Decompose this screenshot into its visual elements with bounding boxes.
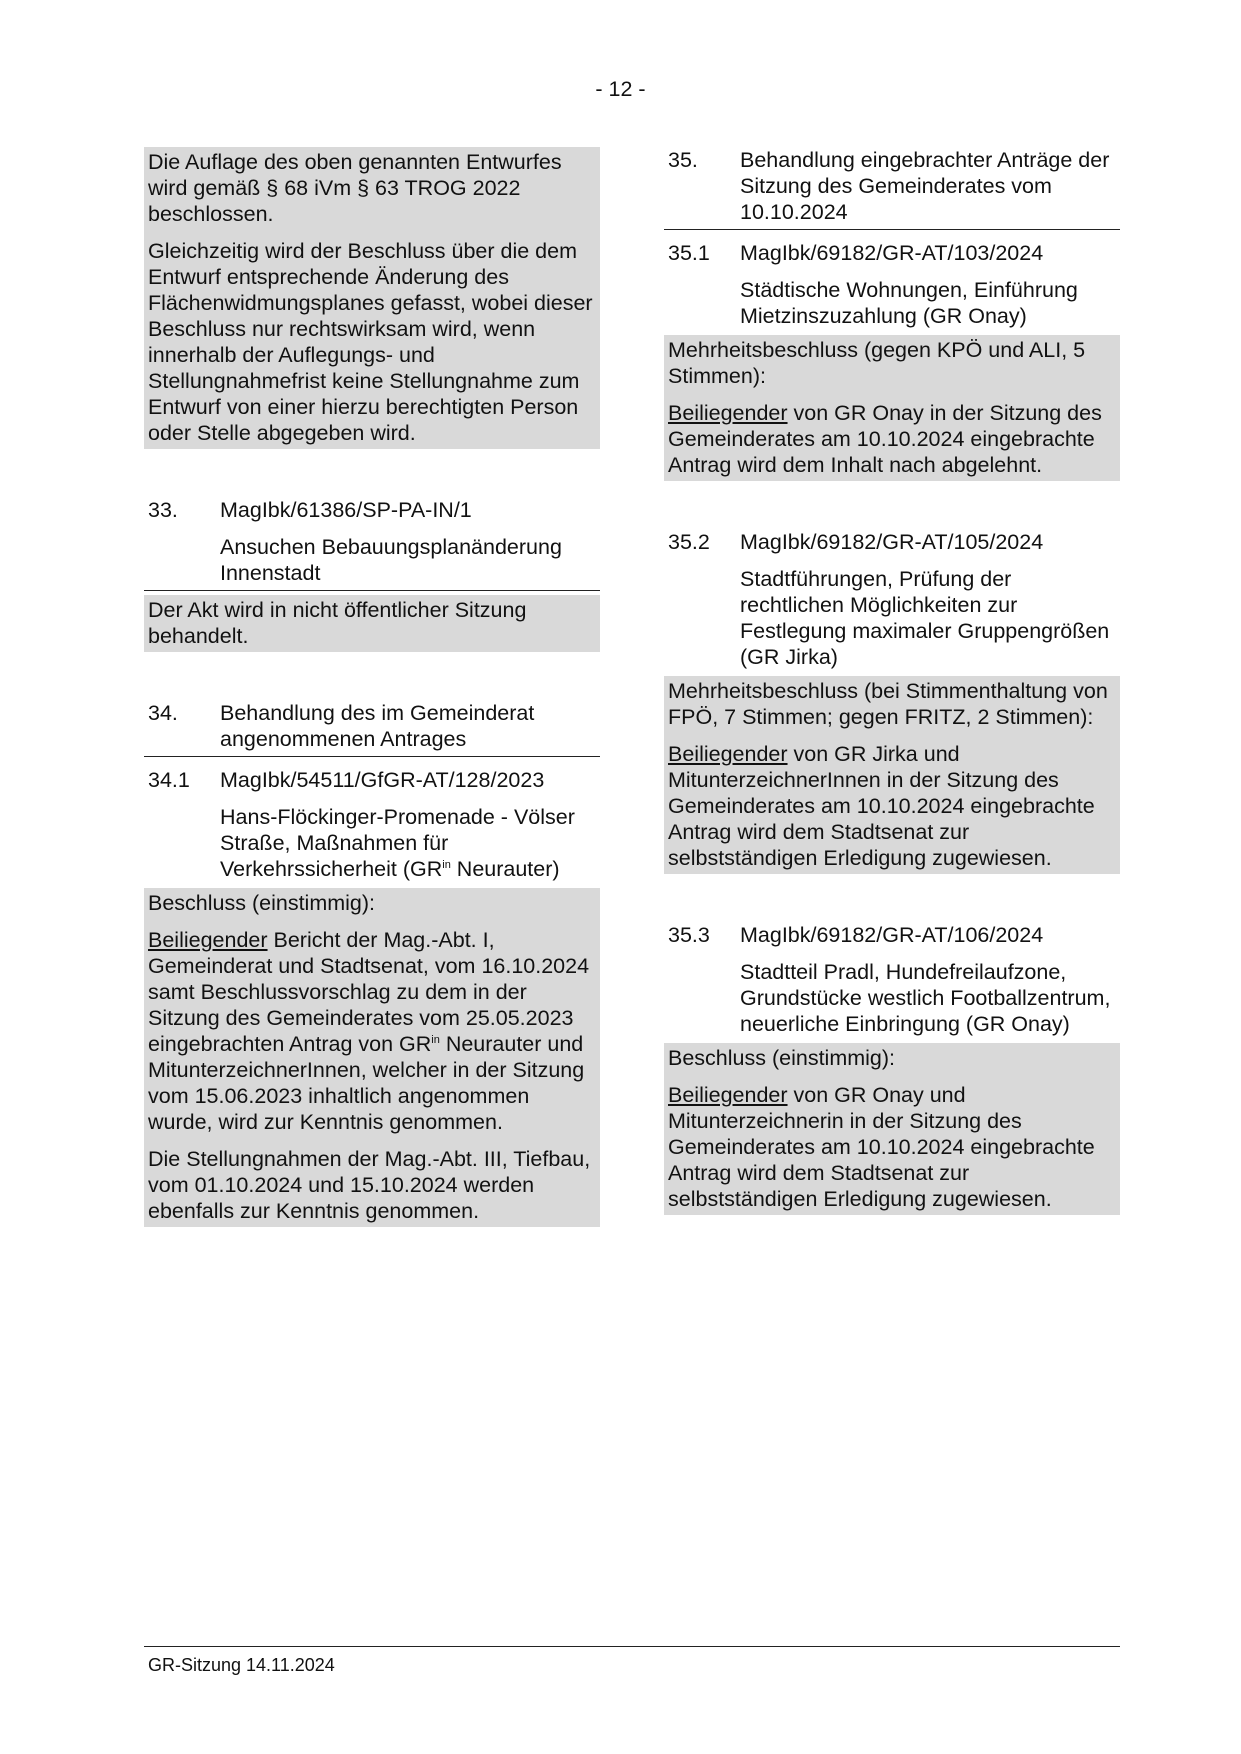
- agenda-item-34: [144, 700, 600, 757]
- decision-text: Beiliegender von GR Jirka und MitunterzeichnerInnen in der Sitzung des Gemeinderates am 10.10.2024 eingebrachte Antrag wird dem Stadtsenat zur selbstständigen Erledigung zugewiesen.: [668, 742, 1095, 870]
- decision-block: [664, 1043, 1120, 1215]
- item-number: 34.: [148, 701, 178, 725]
- decision-block: [144, 888, 600, 1227]
- right-column: [664, 147, 1120, 1215]
- decision-text: Beiliegender von GR Onay und Mitunterzeichnerin in der Sitzung des Gemeinderates am 10.10.2024 eingebrachte Antrag wird dem Stadtsenat zur selbstständigen Erledigung zugewiesen.: [668, 1083, 1095, 1211]
- decision-title: Mehrheitsbeschluss (gegen KPÖ und ALI, 5 Stimmen):: [668, 338, 1086, 388]
- page-number: - 12 -: [595, 77, 646, 101]
- decision-block: [144, 595, 600, 652]
- decision-text: Die Stellungnahmen der Mag.-Abt. III, Tiefbau, vom 01.10.2024 und 15.10.2024 werden ebenfalls zur Kenntnis genommen.: [148, 1147, 591, 1223]
- decision-text: Der Akt wird in nicht öffentlicher Sitzung behandelt.: [148, 598, 527, 648]
- item-number: 34.1: [148, 768, 190, 792]
- left-column: [144, 147, 600, 1227]
- item-reference: MagIbk/69182/GR-AT/105/2024: [740, 530, 1044, 554]
- item-reference: MagIbk/69182/GR-AT/106/2024: [740, 923, 1044, 947]
- decision-title: Beschluss (einstimmig):: [148, 891, 375, 915]
- agenda-item-35-2: [664, 529, 1120, 874]
- item-subject: Ansuchen Bebauungsplanänderung Innenstadt: [144, 534, 600, 591]
- item-title: Behandlung eingebrachter Anträge der Sitzung des Gemeinderates vom 10.10.2024: [740, 148, 1110, 224]
- item-number: 35.1: [668, 241, 710, 265]
- agenda-item-35: [664, 147, 1120, 230]
- item-number: 35.: [668, 148, 698, 172]
- item-reference: MagIbk/61386/SP-PA-IN/1: [220, 498, 472, 522]
- agenda-item-35-1: [664, 240, 1120, 481]
- item-reference: MagIbk/69182/GR-AT/103/2024: [740, 241, 1044, 265]
- decision-text: Beiliegender Bericht der Mag.-Abt. I, Gemeinderat und Stadtsenat, vom 16.10.2024 samt Beschlussvorschlag zu dem in der Sitzung des Gemeinderates vom 25.05.2023 eingebrachten Antrag von $GR^{in}$ Neurauter und MitunterzeichnerInnen, welcher in der Sitzung vom 15.06.2023 inhaltlich angenommen wurde, wird zur Kenntnis genommen.: [148, 928, 590, 1134]
- footer-divider: [144, 1646, 1120, 1647]
- resolution-text: Die Auflage des oben genannten Entwurfes wird gemäß § 68 iVm § 63 TROG 2022 beschlossen.: [148, 150, 562, 226]
- decision-title: Beschluss (einstimmig):: [668, 1046, 895, 1070]
- item-title: Behandlung des im Gemeinderat angenommenen Antrages: [220, 701, 535, 751]
- item-reference: MagIbk/54511/GfGR-AT/128/2023: [220, 768, 545, 792]
- decision-block: [664, 676, 1120, 874]
- decision-block: [664, 335, 1120, 481]
- item-subject: Städtische Wohnungen, Einführung Mietzinszuzahlung (GR Onay): [740, 278, 1078, 328]
- item-subject: Stadtteil Pradl, Hundefreilaufzone, Grundstücke westlich Footballzentrum, neuerliche Einbringung (GR Onay): [740, 960, 1111, 1036]
- item-subject: Stadtführungen, Prüfung der rechtlichen Möglichkeiten zur Festlegung maximaler Gruppengrößen (GR Jirka): [740, 567, 1110, 669]
- agenda-item-33: [144, 497, 600, 652]
- resolution-block: [144, 147, 600, 449]
- resolution-text: Gleichzeitig wird der Beschluss über die dem Entwurf entsprechende Änderung des Flächenwidmungsplanes gefasst, wobei dieser Beschluss nur rechtswirksam wird, wenn innerhalb der Auflegungs- und Stellungnahmefrist keine Stellungnahme zum Entwurf von einer hierzu berechtigten Person oder Stelle abgegeben wird.: [148, 239, 593, 445]
- decision-text: Beiliegender von GR Onay in der Sitzung des Gemeinderates am 10.10.2024 eingebrachte Antrag wird dem Inhalt nach abgelehnt.: [668, 401, 1102, 477]
- agenda-item-34-1: [144, 767, 600, 1227]
- item-number: 35.3: [668, 923, 710, 947]
- agenda-item-35-3: [664, 922, 1120, 1215]
- footer: GR-Sitzung 14.11.2024: [148, 1655, 335, 1675]
- item-subject: Hans-Flöckinger-Promenade - Völser Straße, Maßnahmen für Verkehrssicherheit ($GR^{in}$ Neurauter): [220, 805, 575, 881]
- decision-title: Mehrheitsbeschluss (bei Stimmenthaltung von FPÖ, 7 Stimmen; gegen FRITZ, 2 Stimmen):: [668, 679, 1108, 729]
- item-number: 35.2: [668, 530, 710, 554]
- item-number: 33.: [148, 498, 178, 522]
